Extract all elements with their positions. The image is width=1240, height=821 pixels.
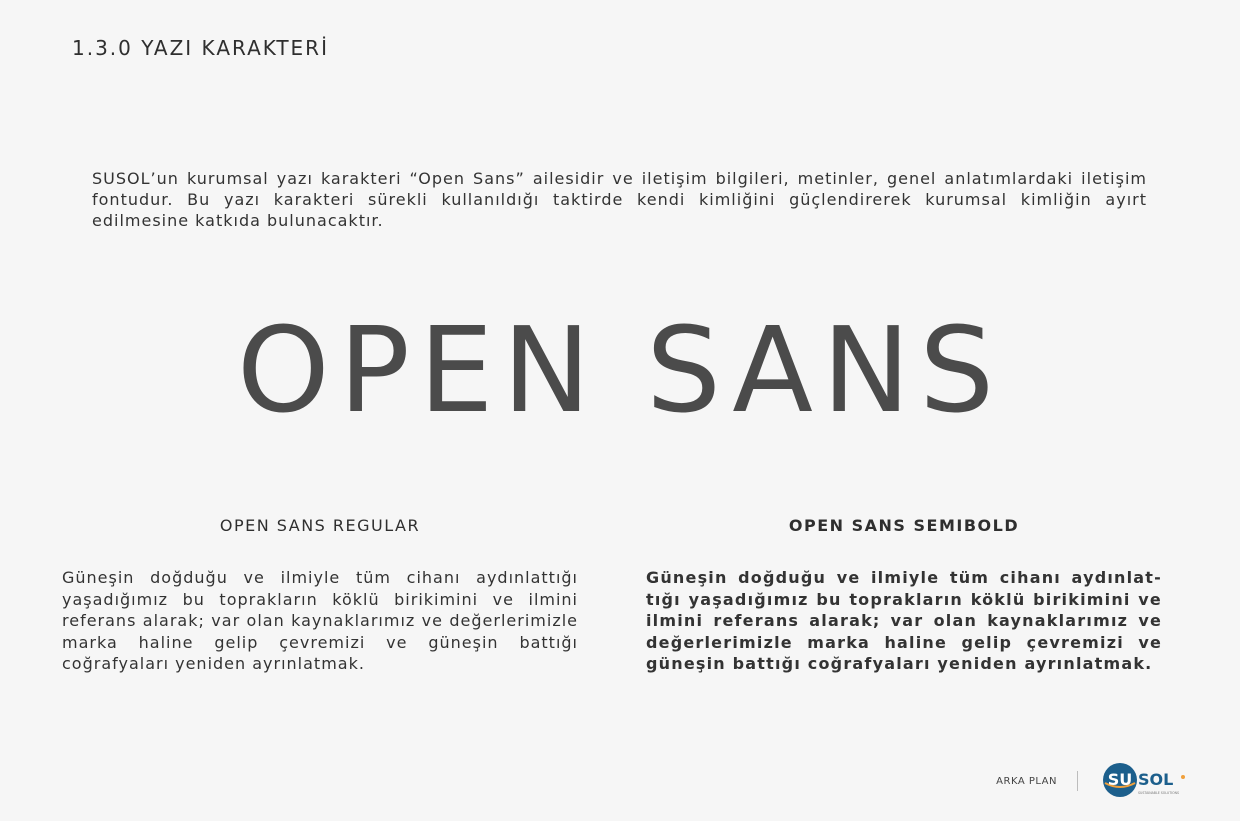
- footer-label: ARKA PLAN: [996, 775, 1057, 787]
- section-title: 1.3.0 YAZI KARAKTERİ: [72, 36, 329, 60]
- semibold-sample-title: OPEN SANS SEMIBOLD: [788, 516, 1020, 535]
- regular-sample-title: OPEN SANS REGULAR: [219, 516, 421, 535]
- footer: [996, 761, 1188, 801]
- regular-sample-text: Güneşin doğduğu ve ilmiyle tüm cihanı aydınlattığı yaşadığımız bu toprakların köklü birikimini ve ilmini referans alarak; var olan kaynaklarımız ve değerlerimizle marka haline gelip çevremizi ve güneşin battığı coğrafyaları yeniden ayrınlatmak.: [62, 568, 578, 673]
- footer-divider: [1077, 771, 1078, 791]
- susol-logo: [1102, 761, 1188, 801]
- regular-sample: [62, 516, 578, 675]
- susol-logo-icon: [1102, 761, 1188, 801]
- semibold-sample-text: Güneşin doğduğu ve ilmiyle tüm cihanı aydınlat-tığı yaşadığımız bu toprakların köklü birikimini ve ilmini referans alarak; var olan kaynaklarımız ve değerlerimizle marka haline gelip çevremizi ve güneşin battığı coğrafyaları yeniden ayrınlatmak.: [646, 568, 1162, 673]
- logo-tagline: SUSTAINABLE SOLUTIONS: [1138, 791, 1180, 795]
- logo-sol-text: SOL: [1138, 770, 1174, 789]
- font-name-display: OPEN SANS: [236, 301, 1004, 439]
- intro-paragraph: SUSOL’un kurumsal yazı karakteri “Open Sans” ailesidir ve iletişim bilgileri, metinler, genel anlatımlardaki iletişim fontudur. Bu yazı karakteri sürekli kullanıldığı taktirde kendi kimliğini güçlendirerek kurumsal kimliğin ayırt edilmesine katkıda bulunacaktır.: [92, 169, 1147, 230]
- logo-su-text: SU: [1107, 770, 1133, 789]
- semibold-sample: [646, 516, 1162, 675]
